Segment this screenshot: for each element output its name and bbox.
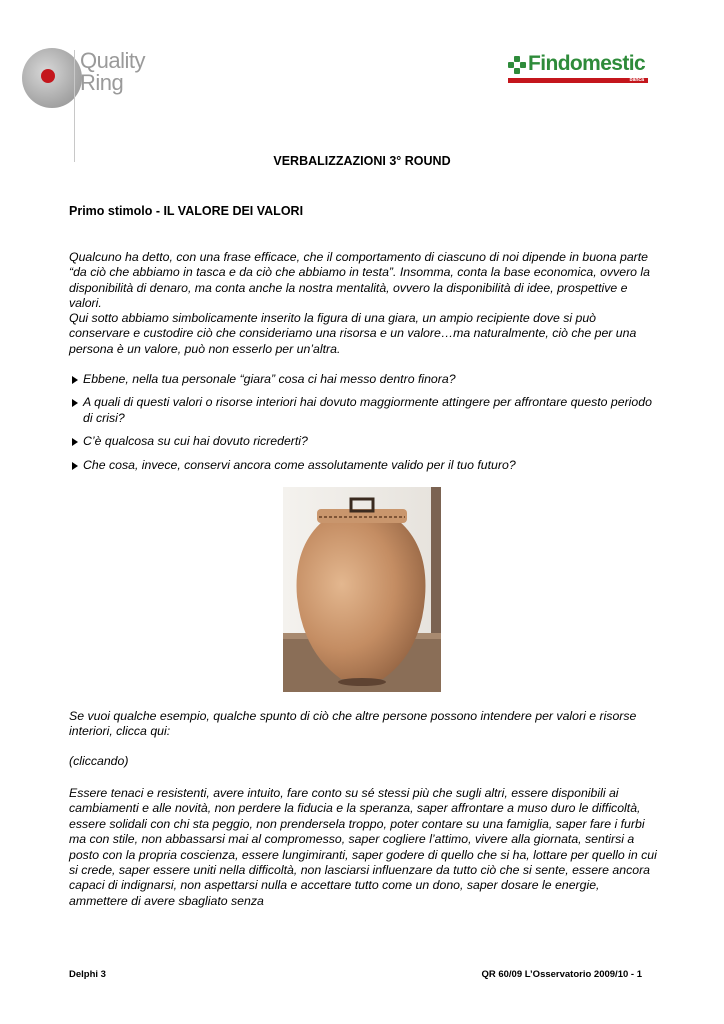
logo-text-quality: Quality: [80, 48, 145, 73]
findomestic-logo: [508, 54, 650, 86]
question-item: C’è qualcosa su cui hai dovuto ricrederti?: [72, 434, 662, 449]
question-list: [72, 372, 662, 481]
footer-left: Delphi 3: [69, 969, 106, 980]
jar-photo: [283, 487, 441, 692]
findomestic-bar: [508, 78, 648, 83]
document-title: VERBALIZZAZIONI 3° ROUND: [273, 154, 451, 168]
q-ring-icon: [22, 48, 82, 108]
question-item: Ebbene, nella tua personale “giara” cosa ci hai messo dentro finora?: [72, 372, 662, 387]
paragraph-intro: Qualcuno ha detto, con una frase efficace, che il comportamento di ciascuno di noi dipende in buona parte “da ciò che abbiamo in tasca e da ciò che abbiamo in testa”. Insomma, conta la base economica, ovvero la disponibilità di denaro, ma conta anche la nostra mentalità, ovvero la disponibilità di idee, prospettive e valori.: [69, 250, 651, 311]
arrow-right-icon: [72, 376, 78, 384]
findomestic-icon: [508, 56, 526, 74]
question-item: Che cosa, invece, conservi ancora come assolutamente valido per il tuo futuro?: [72, 458, 662, 473]
paragraph-values-list: Essere tenaci e resistenti, avere intuito, fare conto su sé stessi più che sugli altri, essere disponibili ai cambiamenti e alle novità, non perdere la fiducia e la speranza, saper affrontare a muso duro le difficoltà, essere solidali con chi sta peggio, non prendersela troppo, poter contare su una famiglia, saper fare i furbi ma con stile, non abbassarsi mai al compromesso, saper cogliere l’attimo, vivere alla giornata, sentirsi a posto con la propria coscienza, essere lungimiranti, saper godere di quello che si ha, lottare per quello in cui si crede, saper essere uniti nella difficoltà, non lasciarsi influenzare da tutto ciò che si sente, essere ancora capaci di indignarsi, non aspettarsi nulla e accettare tutto come un dono, saper dosare le energie, ammettere di avere sbagliato senza: [69, 786, 657, 908]
arrow-right-icon: [72, 399, 78, 407]
findomestic-name: Findomestic: [528, 52, 646, 75]
logo-text-ring: Ring: [80, 70, 124, 95]
paragraph-click-note: (cliccando): [69, 754, 129, 768]
findomestic-tag: banca: [629, 77, 644, 83]
paragraph-examples: Se vuoi qualche esempio, qualche spunto di ciò che altre persone possono intendere per valori e risorse interiori, clicca qui:: [69, 709, 637, 739]
footer-right: QR 60/09 L’Osservatorio 2009/10 - 1: [481, 969, 642, 980]
arrow-right-icon: [72, 438, 78, 446]
paragraph-giara: Qui sotto abbiamo simbolicamente inserito la figura di una giara, un ampio recipiente dove si può conservare e custodire ciò che consideriamo una risorsa e un valore…ma naturalmente, ciò che per una persona è un valore, può non esserlo per un’altra.: [69, 311, 637, 356]
document-subtitle: Primo stimolo - IL VALORE DEI VALORI: [69, 204, 304, 218]
header-divider: [74, 50, 75, 162]
arrow-right-icon: [72, 462, 78, 470]
quality-ring-logo: [22, 44, 162, 114]
question-item: A quali di questi valori o risorse interiori hai dovuto maggiormente attingere per affrontare questo periodo di crisi?: [72, 395, 662, 426]
